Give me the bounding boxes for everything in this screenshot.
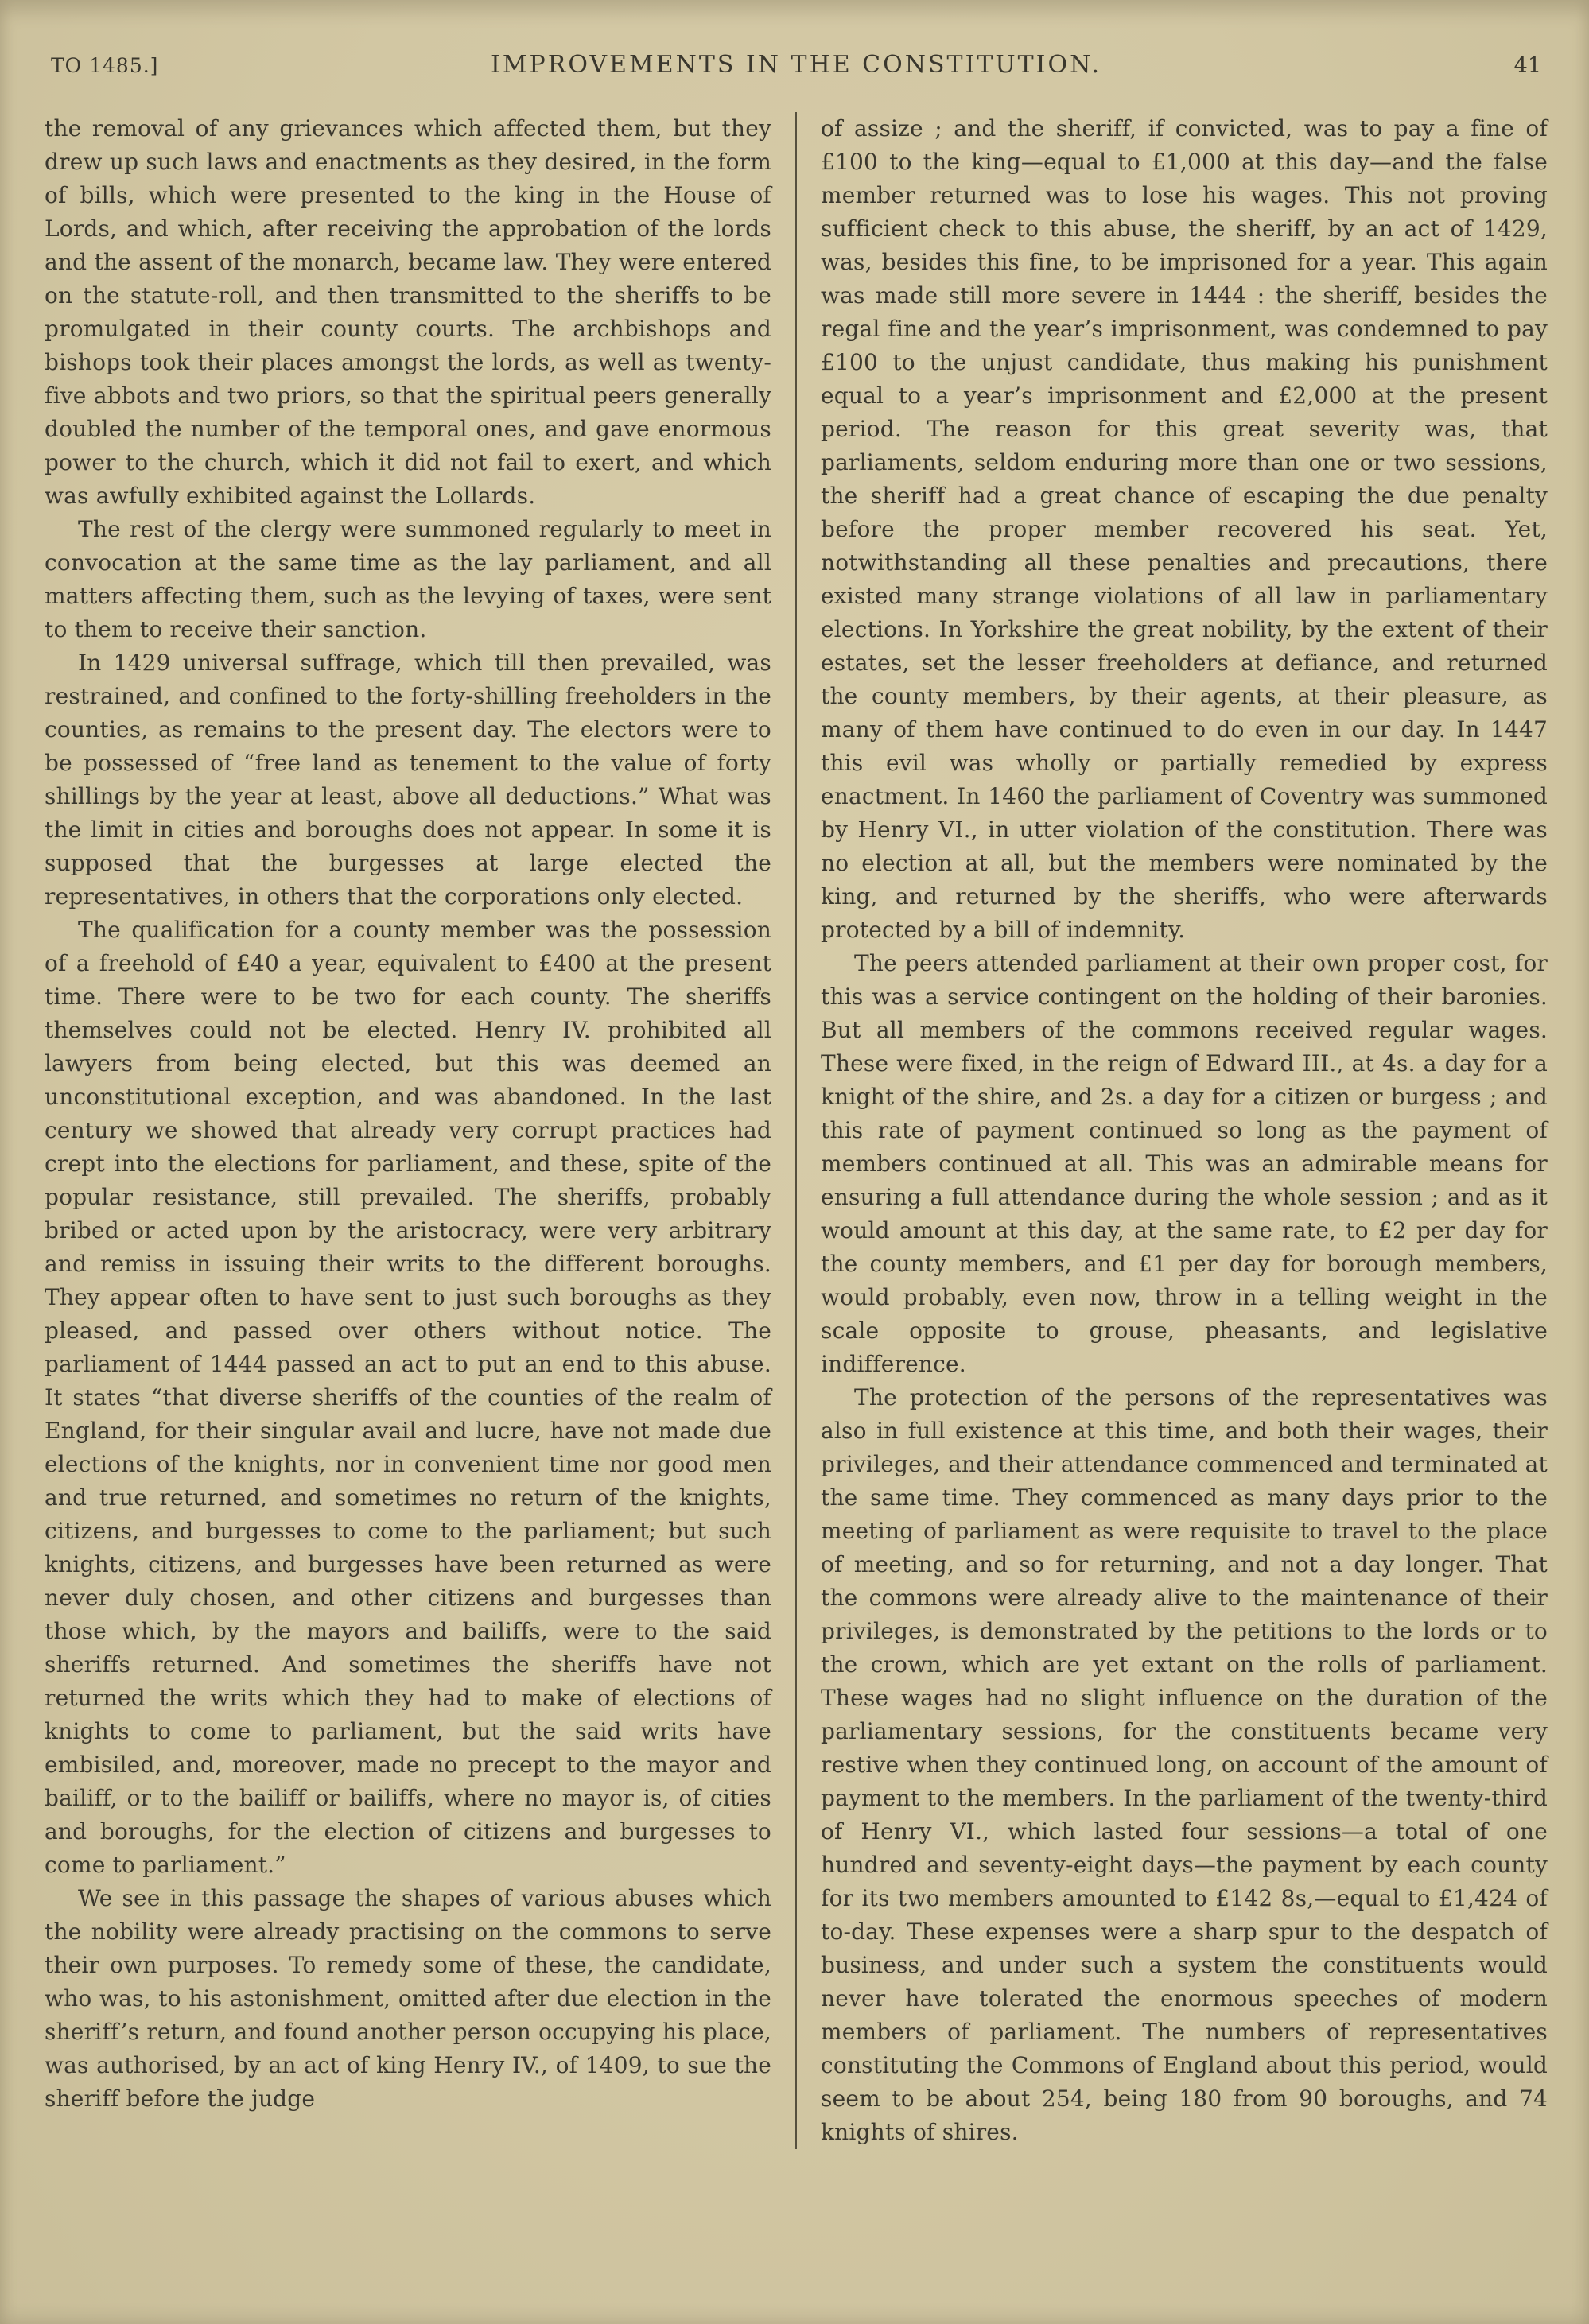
text-columns: [45, 112, 1548, 2149]
paragraph: The protection of the persons of the representatives was also in full existence at this time, and both their wages, their privileges, and their attendance commenced and terminated at the same time. They commenced as many days prior to the meeting of parliament as were requisite to travel to the place of meeting, and so for returning, and not a day longer. That the commons were already alive to the maintenance of their privileges, is demonstrated by the petitions to the lords or to the crown, which are yet extant on the rolls of parliament. These wages had no slight influence on the duration of the parliamentary sessions, for the constituents became very restive when they continued long, on account of the amount of payment to the members. In the parliament of the twenty-third of Henry VI., which lasted four sessions—a total of one hundred and seventy-eight days—the payment by each county for its two members amounted to £142 8s,—equal to £1,424 of to-day. These expenses were a sharp spur to the despatch of business, and under such a system the constituents would never have tolerated the enormous speeches of modern members of parliament. The numbers of representatives constituting the Commons of England about this period, would seem to be about 254, being 180 from 90 boroughs, and 74 knights of shires.: [821, 1384, 1548, 2145]
right-column: [795, 112, 1548, 2149]
paragraph: the removal of any grievances which affected them, but they drew up such laws and enactments as they desired, in the form of bills, which were presented to the king in the House of Lords, and which, after receiving the approbation of the lords and the assent of the monarch, became law. They were entered on the statute-roll, and then transmitted to the sheriffs to be promulgated in their county courts. The archbishops and bishops took their places amongst the lords, as well as twenty-five abbots and two priors, so that the spiritual peers generally doubled the number of the temporal ones, and gave enormous power to the church, which it did not fail to exert, and which was awfully exhibited against the Lollards.: [45, 115, 771, 509]
paragraph: The peers attended parliament at their own proper cost, for this was a service contingent on the holding of their baronies. But all members of the commons received regular wages. These were fixed, in the reign of Edward III., at 4s. a day for a knight of the shire, and 2s. a day for a citizen or burgess ; and this rate of payment continued so long as the payment of members continued at all. This was an admirable means for ensuring a full attendance during the whole session ; and as it would amount at this day, at the same rate, to £2 per day for the county members, and £1 per day for borough members, would probably, even now, throw in a telling weight in the scale opposite to grouse, pheasants, and legislative indifference.: [821, 950, 1548, 1377]
paragraph: We see in this passage the shapes of various abuses which the nobility were already practising on the commons to serve their own purposes. To remedy some of these, the candidate, who was, to his astonishment, omitted after due election in the sheriff’s return, and found another person occupying his place, was authorised, by an act of king Henry IV., of 1409, to sue the sheriff before the judge: [45, 1885, 771, 2112]
paragraph: The qualification for a county member was the possession of a freehold of £40 a year, equivalent to £400 at the present time. There were to be two for each county. The sheriffs themselves could not be elected. Henry IV. prohibited all lawyers from being elected, but this was deemed an unconstitutional exception, and was abandoned. In the last century we showed that already very corrupt practices had crept into the elections for parliament, and these, spite of the popular resistance, still prevailed. The sheriffs, probably bribed or acted upon by the aristocracy, were very arbitrary and remiss in issuing their writs to the different boroughs. They appear often to have sent to just such boroughs as they pleased, and passed over others without notice. The parliament of 1444 passed an act to put an end to this abuse. It states “that diverse sheriffs of the counties of the realm of England, for their singular avail and lucre, have not made due elections of the knights, nor in convenient time nor good men and true returned, and sometimes no return of the knights, citizens, and burgesses to come to the parliament; but such knights, citizens, and burgesses have been returned as were never duly chosen, and other citizens and burgesses than those which, by the mayors and bailiffs, were to the said sheriffs returned. And sometimes the sheriffs have not returned the writs which they had to make of elections of knights to come to parliament, but the said writs have embisiled, and, moreover, made no precept to the mayor and bailiff, or to the bailiff or bailiffs, where no mayor is, of cities and boroughs, for the election of citizens and burgesses to come to parliament.”: [45, 917, 771, 1878]
paragraph: of assize ; and the sheriff, if convicted, was to pay a fine of £100 to the king—equal to £1,000 at this day—and the false member returned was to lose his wages. This not proving sufficient check to this abuse, the sheriff, by an act of 1429, was, besides this fine, to be imprisoned for a year. This again was made still more severe in 1444 : the sheriff, besides the regal fine and the year’s imprisonment, was condemned to pay £100 to the unjust candidate, thus making his punishment equal to a year’s imprisonment and £2,000 at the present period. The reason for this great severity was, that parliaments, seldom enduring more than one or two sessions, the sheriff had a great chance of escaping the due penalty before the proper member recovered his seat. Yet, notwithstanding all these penalties and precautions, there existed many strange violations of all law in parliamentary elections. In Yorkshire the great nobility, by the extent of their estates, set the lesser freeholders at defiance, and returned the county members, by their agents, at their pleasure, as many of them have continued to do even in our day. In 1447 this evil was wholly or partially remedied by express enactment. In 1460 the parliament of Coventry was summoned by Henry VI., in utter violation of the constitution. There was no election at all, but the members were nominated by the king, and returned by the sheriffs, who were afterwards protected by a bill of indemnity.: [821, 115, 1548, 943]
page-header: [45, 51, 1548, 79]
page-number: 41: [1513, 53, 1541, 78]
paragraph: In 1429 universal suffrage, which till then prevailed, was restrained, and confined to the forty-shilling freeholders in the counties, as remains to the present day. The electors were to be possessed of “free land as tenement to the value of forty shillings by the year at least, above all deductions.” What was the limit in cities and boroughs does not appear. In some it is supposed that the burgesses at large elected the representatives, in others that the corporations only elected.: [45, 650, 771, 910]
running-title: IMPROVEMENTS IN THE CONSTITUTION.: [490, 51, 1101, 79]
paragraph: The rest of the clergy were summoned regularly to meet in convocation at the same time as the lay parliament, and all matters affecting them, such as the levying of taxes, were sent to them to receive their sanction.: [45, 516, 771, 642]
header-date-range: TO 1485.]: [51, 54, 159, 77]
left-column: [45, 112, 795, 2149]
